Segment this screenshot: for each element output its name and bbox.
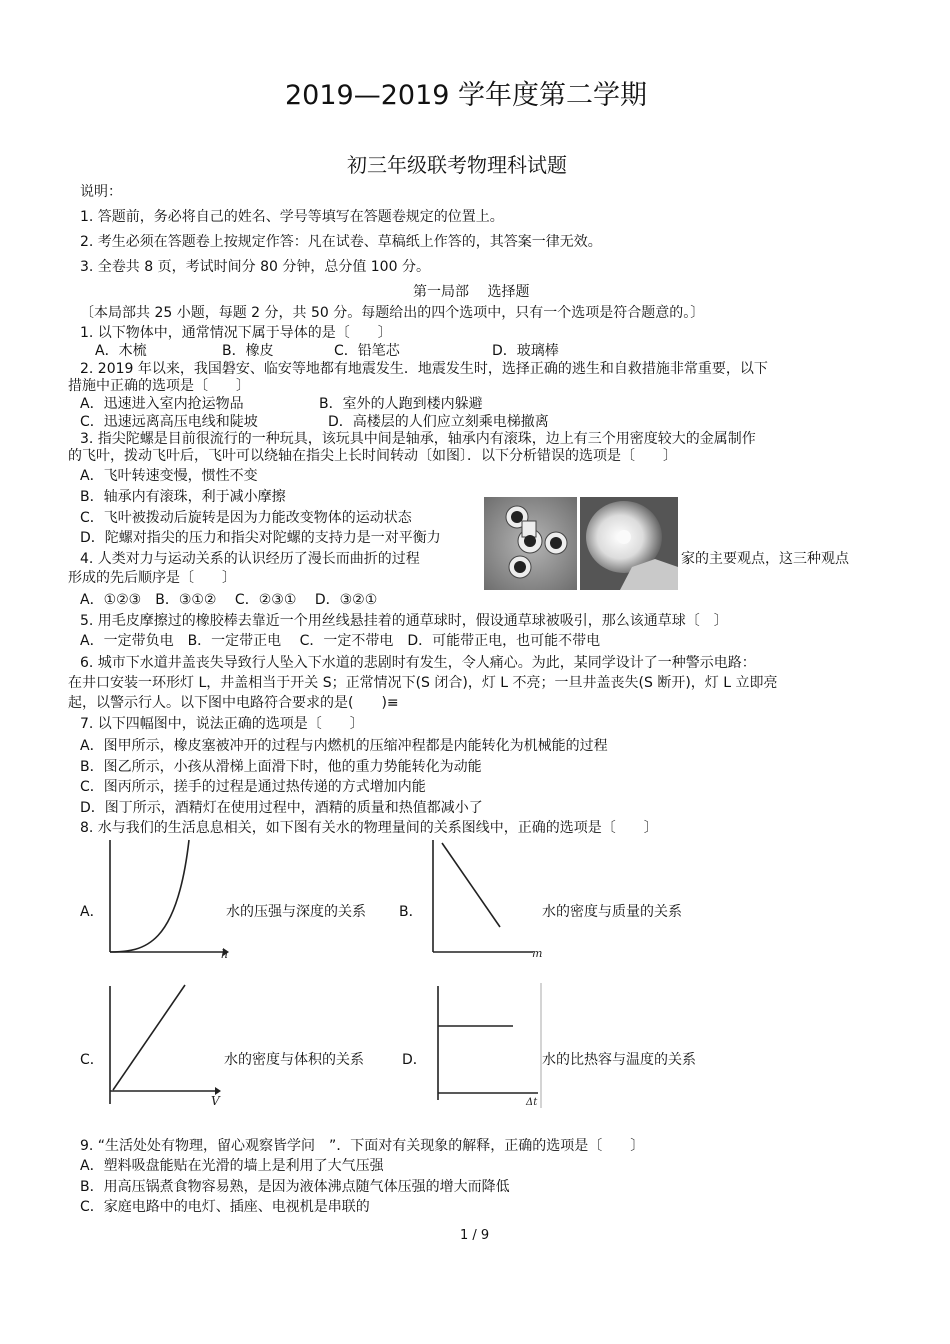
q8-option-c-label: C． [80,1052,104,1068]
exam-title: 2019—2019 学年度第二学期 [285,80,648,111]
q8-graph-a [105,835,230,960]
q8-graph-d [433,983,548,1108]
q8-caption-d: 水的比热容与温度的关系 [542,1052,696,1068]
q1-option-a: A．木梳 [95,343,147,359]
q5-options: A．一定带负电 B．一定带正电 C．一定不带电 D．可能带正电，也可能不带电 [80,633,601,649]
instruction-item: 1. 答题前，务必将自己的姓名、学号等填写在答题卷规定的位置上。 [80,209,504,225]
q8-graph-c [105,983,230,1108]
question-4-stem-right: 家的主要观点，这三种观点 [681,551,849,567]
q3-option-b: B．轴承内有滚珠，利于减小摩擦 [80,489,286,505]
spinning-spinner-photo [580,497,678,590]
q2-option-c: C．迅速远离高压电线和陡坡 [80,414,258,430]
q1-option-c: C．铅笔芯 [334,343,400,359]
q1-option-d: D．玻璃棒 [492,343,559,359]
q8-option-a-label: A． [80,904,104,920]
question-7-stem: 7. 以下四幅图中，说法正确的选项是〔 〕 [80,716,364,732]
q8-graph-a-axis: h [221,948,229,960]
q8-option-d-label: D． [402,1052,427,1068]
question-8-stem: 8. 水与我们的生活息息相关，如下图有关水的物理量间的关系图线中，正确的选项是〔 〕 [80,820,658,836]
section-note: 〔本局部共 25 小题，每题 2 分，共 50 分。每题给出的四个选项中，只有一个选项是符合题意的。〕 [80,305,705,321]
section-title: 第一局部 选择题 [413,284,530,300]
question-3-stem: 3. 指尖陀螺是目前很流行的一种玩具，该玩具中间是轴承，轴承内有滚珠，边上有三个用密度较大的金属制作 [80,431,756,447]
question-2-stem-cont: 措施中正确的选项是〔 〕 [68,378,250,394]
question-4-stem: 4. 人类对力与运动关系的认识经历了漫长而曲折的过程 [80,551,420,567]
q2-option-d: D．高楼层的人们应立刻乘电梯撤离 [328,414,549,430]
q4-options: A．①②③ B．③①② C．②③① D．③②① [80,592,378,608]
q8-caption-b: 水的密度与质量的关系 [542,904,682,920]
fidget-spinner-illustration [484,497,577,590]
q8-graph-b [428,835,548,960]
question-6-line: 在井口安装一环形灯 L，井盖相当于开关 S；正常情况下(S 闭合)，灯 L 不亮；一旦井盖丧失(S 断开)，灯 L 立即亮 [68,675,778,691]
q3-option-c: C．飞叶被拨动后旋转是因为力能改变物体的运动状态 [80,510,412,526]
question-6-line: 起，以警示行人。以下图中电路符合要求的是( )≡ [68,695,399,711]
q8-caption-a: 水的压强与深度的关系 [226,904,366,920]
q8-option-b-label: B． [399,904,423,920]
fidget-spinner-photo [484,497,577,590]
q9-option-b: B．用高压锅煮食物容易熟，是因为液体沸点随气体压强的增大而降低 [80,1179,510,1195]
question-9-stem: 9. “生活处处有物理，留心观察皆学问 ”．下面对有关现象的解释，正确的选项是〔 〕 [80,1138,645,1154]
q9-option-a: A．塑料吸盘能贴在光滑的墙上是利用了大气压强 [80,1158,384,1174]
page-number: 1 / 9 [460,1228,490,1243]
q8-caption-c: 水的密度与体积的关系 [224,1052,364,1068]
spinning-spinner-illustration [580,497,678,590]
question-4-stem-cont: 形成的先后顺序是〔 〕 [68,570,236,586]
q2-option-a: A．迅速进入室内抢运物品 [80,396,244,412]
question-2-stem: 2. 2019 年以来，我国磐安、临安等地都有地震发生．地震发生时，选择正确的逃生和自救措施非常重要，以下 [80,361,768,377]
q9-option-c: C．家庭电路中的电灯、插座、电视机是串联的 [80,1199,370,1215]
question-6-line: 6. 城市下水道井盖丧失导致行人坠入下水道的悲剧时有发生，令人痛心。为此，某同学设计了一种警示电路： [80,655,756,671]
question-3-stem-cont: 的飞叶，拨动飞叶后，飞叶可以绕轴在指尖上长时间转动〔如图〕．以下分析错误的选项是〔 〕 [68,448,677,464]
exam-subtitle: 初三年级联考物理科试题 [347,153,567,177]
q7-option-d: D．图丁所示，酒精灯在使用过程中，酒精的质量和热值都减小了 [80,800,483,816]
question-5-stem: 5. 用毛皮摩擦过的橡胶棒去靠近一个用丝线悬挂着的通草球时，假设通草球被吸引，那么该通草球〔 〕 [80,613,728,629]
q7-option-b: B．图乙所示，小孩从滑梯上面滑下时，他的重力势能转化为动能 [80,759,482,775]
instruction-item: 2. 考生必须在答题卷上按规定作答：凡在试卷、草稿纸上作答的，其答案一律无效。 [80,234,602,250]
q3-option-d: D．陀螺对指尖的压力和指尖对陀螺的支持力是一对平衡力 [80,530,441,546]
q3-option-a: A．飞叶转速变慢，惯性不变 [80,468,258,484]
q7-option-c: C．图丙所示，搓手的过程是通过热传递的方式增加内能 [80,779,426,795]
instructions-label: 说明： [80,184,122,200]
q7-option-a: A．图甲所示，橡皮塞被冲开的过程与内燃机的压缩冲程都是内能转化为机械能的过程 [80,738,608,754]
q1-option-b: B．橡皮 [222,343,274,359]
q8-graph-b-axis: m [532,947,543,960]
q8-graph-c-axis: V [211,1094,220,1108]
question-1-stem: 1. 以下物体中，通常情况下属于导体的是〔 〕 [80,325,392,341]
instruction-item: 3. 全卷共 8 页，考试时间分 80 分钟，总分值 100 分。 [80,259,430,275]
q2-option-b: B．室外的人跑到楼内躲避 [319,396,483,412]
q8-graph-d-axis: Δt [526,1097,538,1108]
